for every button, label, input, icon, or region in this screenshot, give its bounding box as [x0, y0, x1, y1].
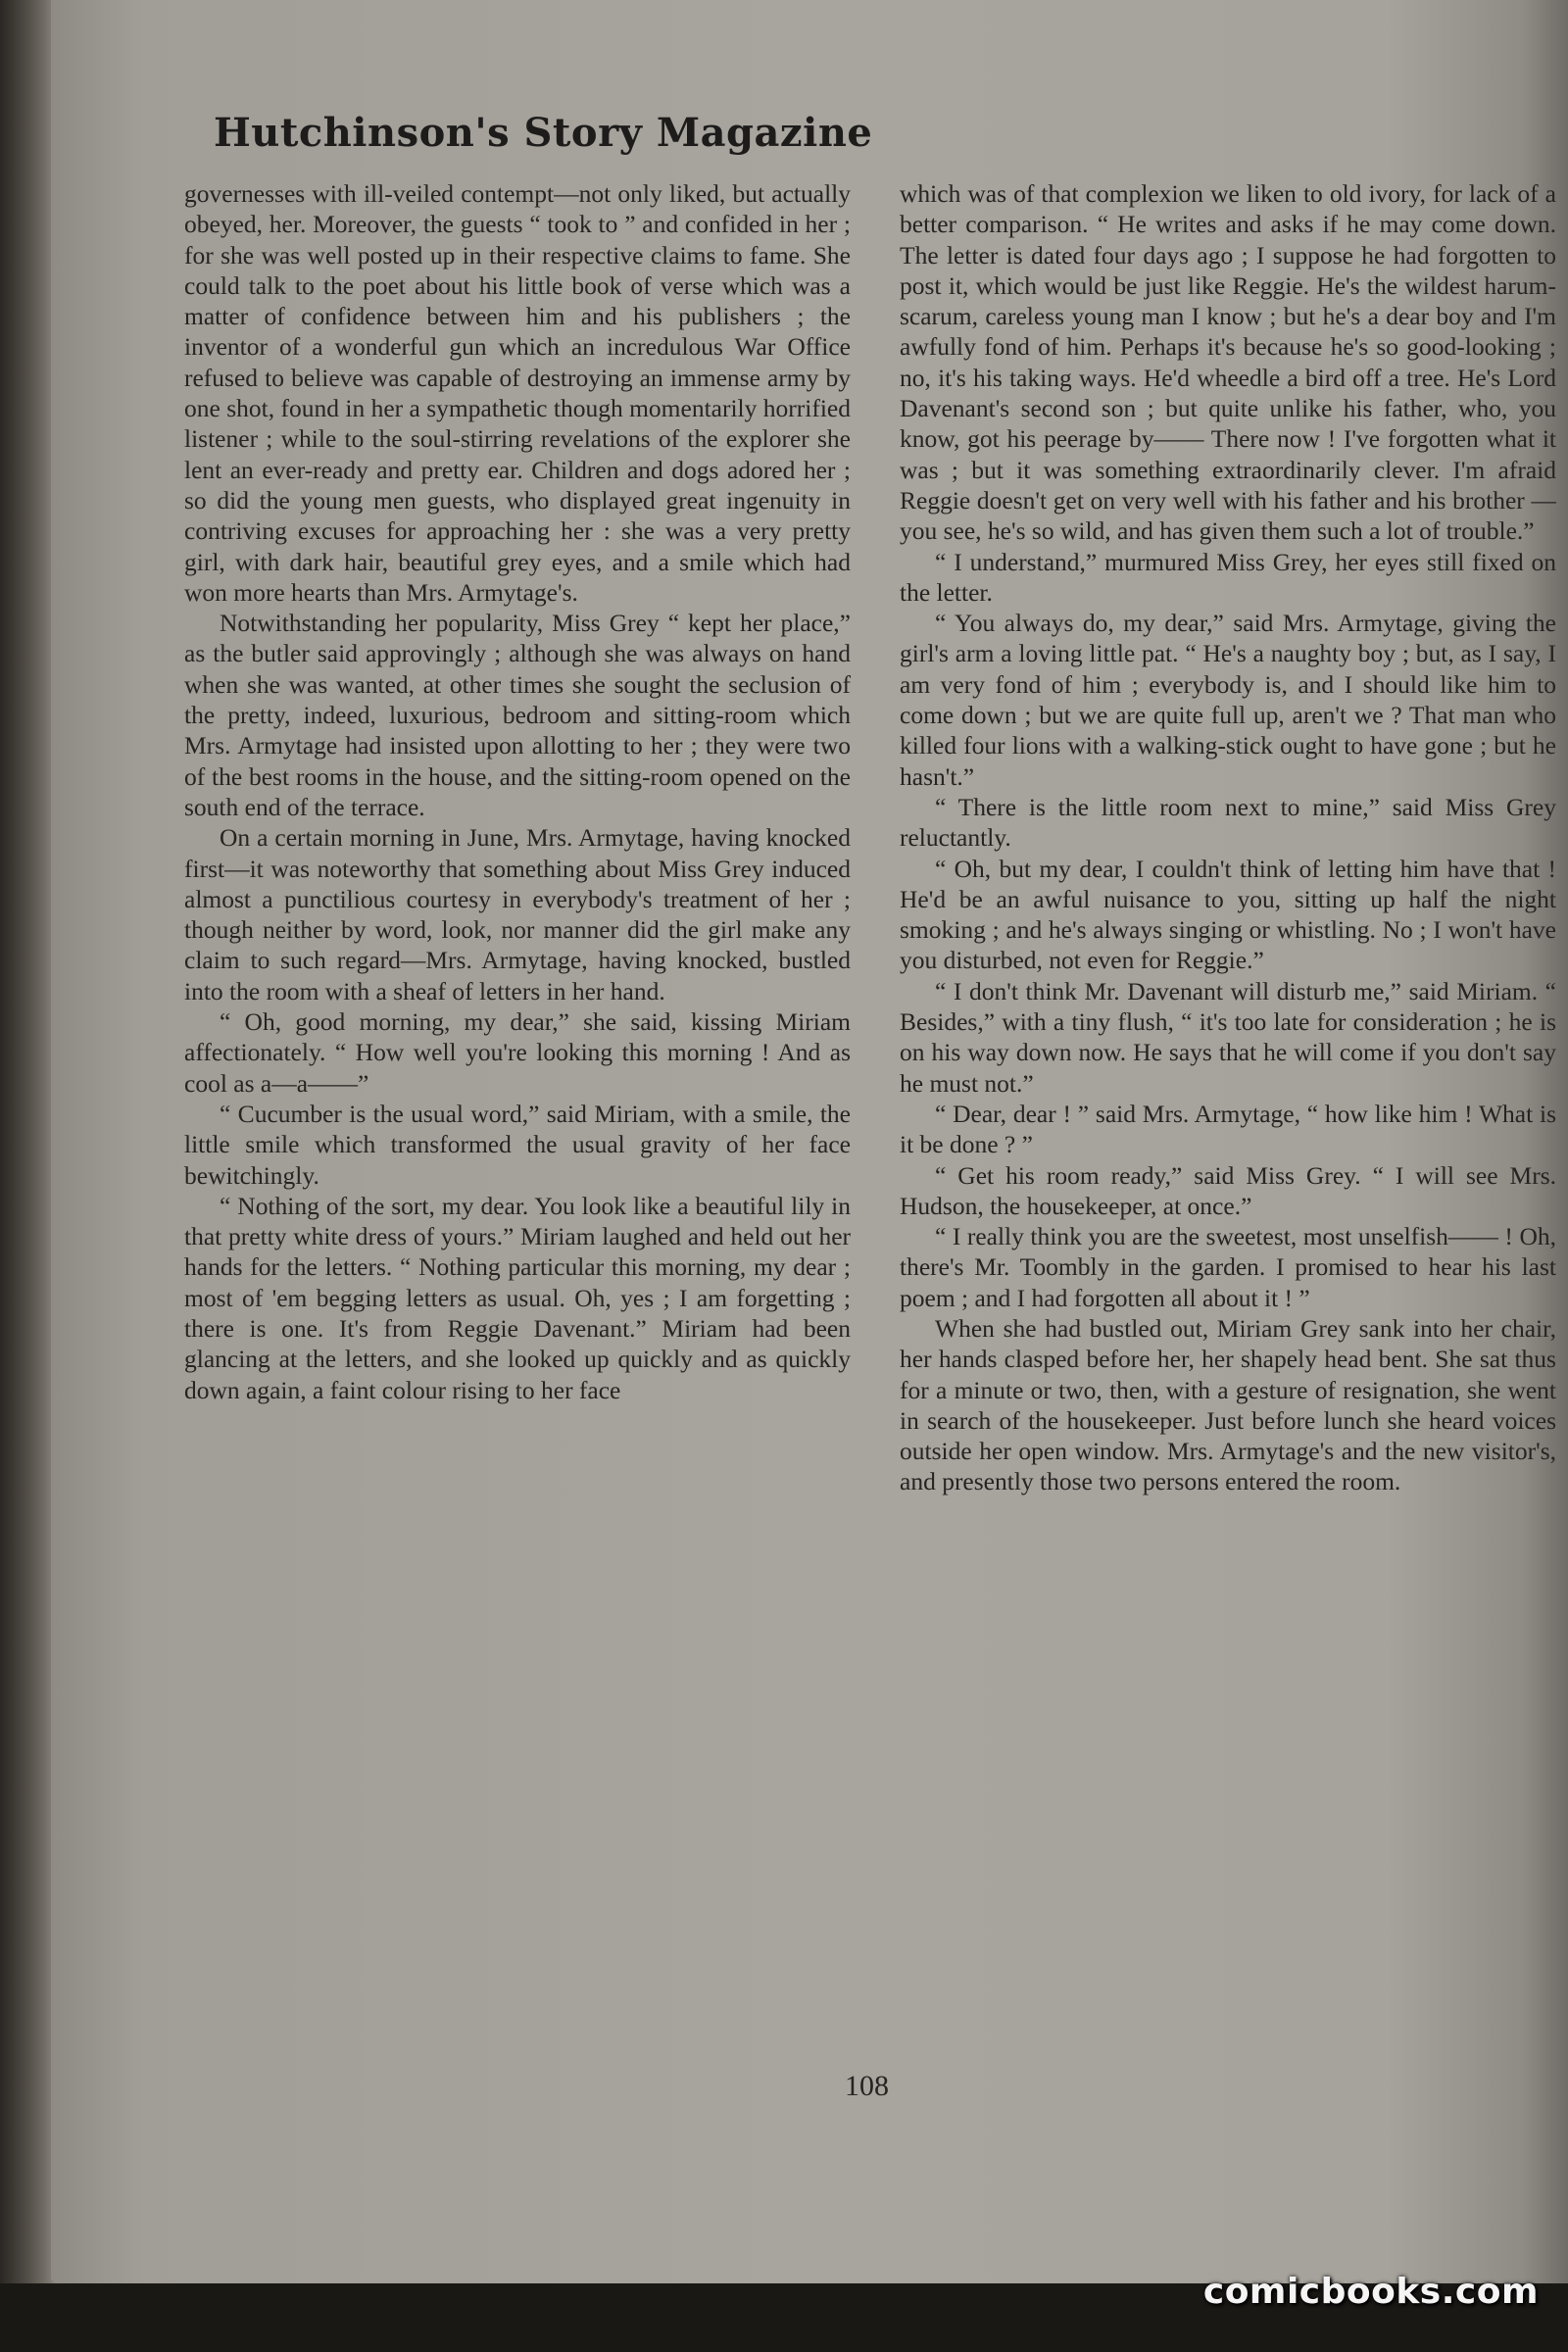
book-spine: [0, 0, 57, 2352]
paragraph: “ There is the little room next to mine,” said Miss Grey reluctantly.: [900, 792, 1556, 853]
paragraph: On a certain morning in June, Mrs. Armytage, having knocked first—it was noteworthy that something about Miss Grey induced almost a punctilious courtesy in everybody's treatment of her ; though neither by word, look, nor manner did the girl make any claim to such regard—Mrs. Armytage, having knocked, bustled into the room with a sheaf of letters in her hand.: [184, 823, 851, 1005]
paragraph: “ Oh, but my dear, I couldn't think of letting him have that ! He'd be an awful nuisance to you, sitting up half the night smoking ; and he's always singing or whistling. No ; I won't have you disturbed, not even for Reggie.”: [900, 854, 1556, 975]
paragraph: “ You always do, my dear,” said Mrs. Armytage, giving the girl's arm a loving little pat. “ He's a naughty boy ; but, as I say, I am very fond of him ; everybody is, and I should like him to come down ; but we are quite full up, aren't we ? That man who killed four lions with a walking-stick ought to have gone ; but he hasn't.”: [900, 609, 1556, 791]
paragraph: When she had bustled out, Miriam Grey sank into her chair, her hands clasped before her, her shapely head bent. She sat thus for a minute or two, then, with a gesture of resignation, she went in search of the housekeeper. Just before lunch she heard voices outside her open window. Mrs. Armytage's and the new visitor's, and presently those two persons entered the room.: [900, 1313, 1556, 1496]
left-column: [184, 178, 851, 2060]
paragraph: “ Cucumber is the usual word,” said Miriam, with a smile, the little smile which transformed the usual gravity of her face bewitchingly.: [184, 1099, 851, 1190]
paragraph: Notwithstanding her popularity, Miss Grey “ kept her place,” as the butler said approvingly ; although she was always on hand when she was wanted, at other times she sought the seclusion of the pretty, indeed, luxurious, bedroom and sitting-room which Mrs. Armytage had insisted upon allotting to her ; they were two of the best rooms in the house, and the sitting-room opened on the south end of the terrace.: [184, 609, 851, 821]
paragraph: “ I don't think Mr. Davenant will disturb me,” said Miriam. “ Besides,” with a tiny flush, “ it's too late for consideration ; he is on his way down now. He says that he will come if you don't say he must not.”: [900, 976, 1556, 1098]
paragraph: “ Nothing of the sort, my dear. You look like a beautiful lily in that pretty white dress of yours.” Miriam laughed and held out her hands for the letters. “ Nothing particular this morning, my dear ; most of 'em begging letters as usual. Oh, yes ; I am forgetting ; there is one. It's from Reggie Davenant.” Miriam had been glancing at the letters, and she looked up quickly and as quickly down again, a faint colour rising to her face: [184, 1191, 851, 1404]
paragraph: governesses with ill-veiled contempt—not only liked, but actually obeyed, her. Moreover, the guests “ took to ” and confided in her ; for she was well posted up in their respective claims to fame. She could talk to the poet about his little book of verse which was a matter of confidence between him and his publishers ; the inventor of a wonderful gun which an incredulous War Office refused to believe was capable of destroying an immense army by one shot, found in her a sympathetic though momentarily horrified listener ; while to the soul-stirring revelations of the explorer she lent an ever-ready and pretty ear. Children and dogs adored her ; so did the young men guests, who displayed great ingenuity in contriving excuses for approaching her : she was a very pretty girl, with dark hair, beautiful grey eyes, and a smile which had won more hearts than Mrs. Armytage's.: [184, 179, 851, 607]
page-number: 108: [845, 2070, 889, 2102]
paragraph: “ Oh, good morning, my dear,” she said, kissing Miriam affectionately. “ How well you're looking this morning ! And as cool as a—a——”: [184, 1007, 851, 1098]
paragraph: “ I really think you are the sweetest, most unselfish—— ! Oh, there's Mr. Toombly in the garden. I promised to hear his last poem ; and I had forgotten all about it ! ”: [900, 1222, 1556, 1312]
paragraph: which was of that complexion we liken to old ivory, for lack of a better comparison. “ He writes and asks if he may come down. The letter is dated four days ago ; I suppose he had forgotten to post it, which would be just like Reggie. He's the wildest harum-scarum, careless young man I know ; but he's a dear boy and I'm awfully fond of him. Perhaps it's because he's so good-looking ; no, it's his taking ways. He'd wheedle a bird off a tree. He's Lord Davenant's second son ; but quite unlike his father, who, you know, got his peerage by—— There now ! I've forgotten what it was ; but it was something extraordinarily clever. I'm afraid Reggie doesn't get on very well with his father and his brother —you see, he's so wild, and has given them such a lot of trouble.”: [900, 179, 1556, 546]
magazine-title: Hutchinson's Story Magazine: [214, 110, 873, 156]
paragraph: “ I understand,” murmured Miss Grey, her eyes still fixed on the letter.: [900, 547, 1556, 607]
right-column: [900, 178, 1556, 2060]
paragraph: “ Get his room ready,” said Miss Grey. “ I will see Mrs. Hudson, the housekeeper, at once.”: [900, 1160, 1556, 1220]
site-watermark: comicbooks.com: [1202, 2272, 1539, 2312]
paragraph: “ Dear, dear ! ” said Mrs. Armytage, “ how like him ! What is it be done ? ”: [900, 1099, 1556, 1159]
